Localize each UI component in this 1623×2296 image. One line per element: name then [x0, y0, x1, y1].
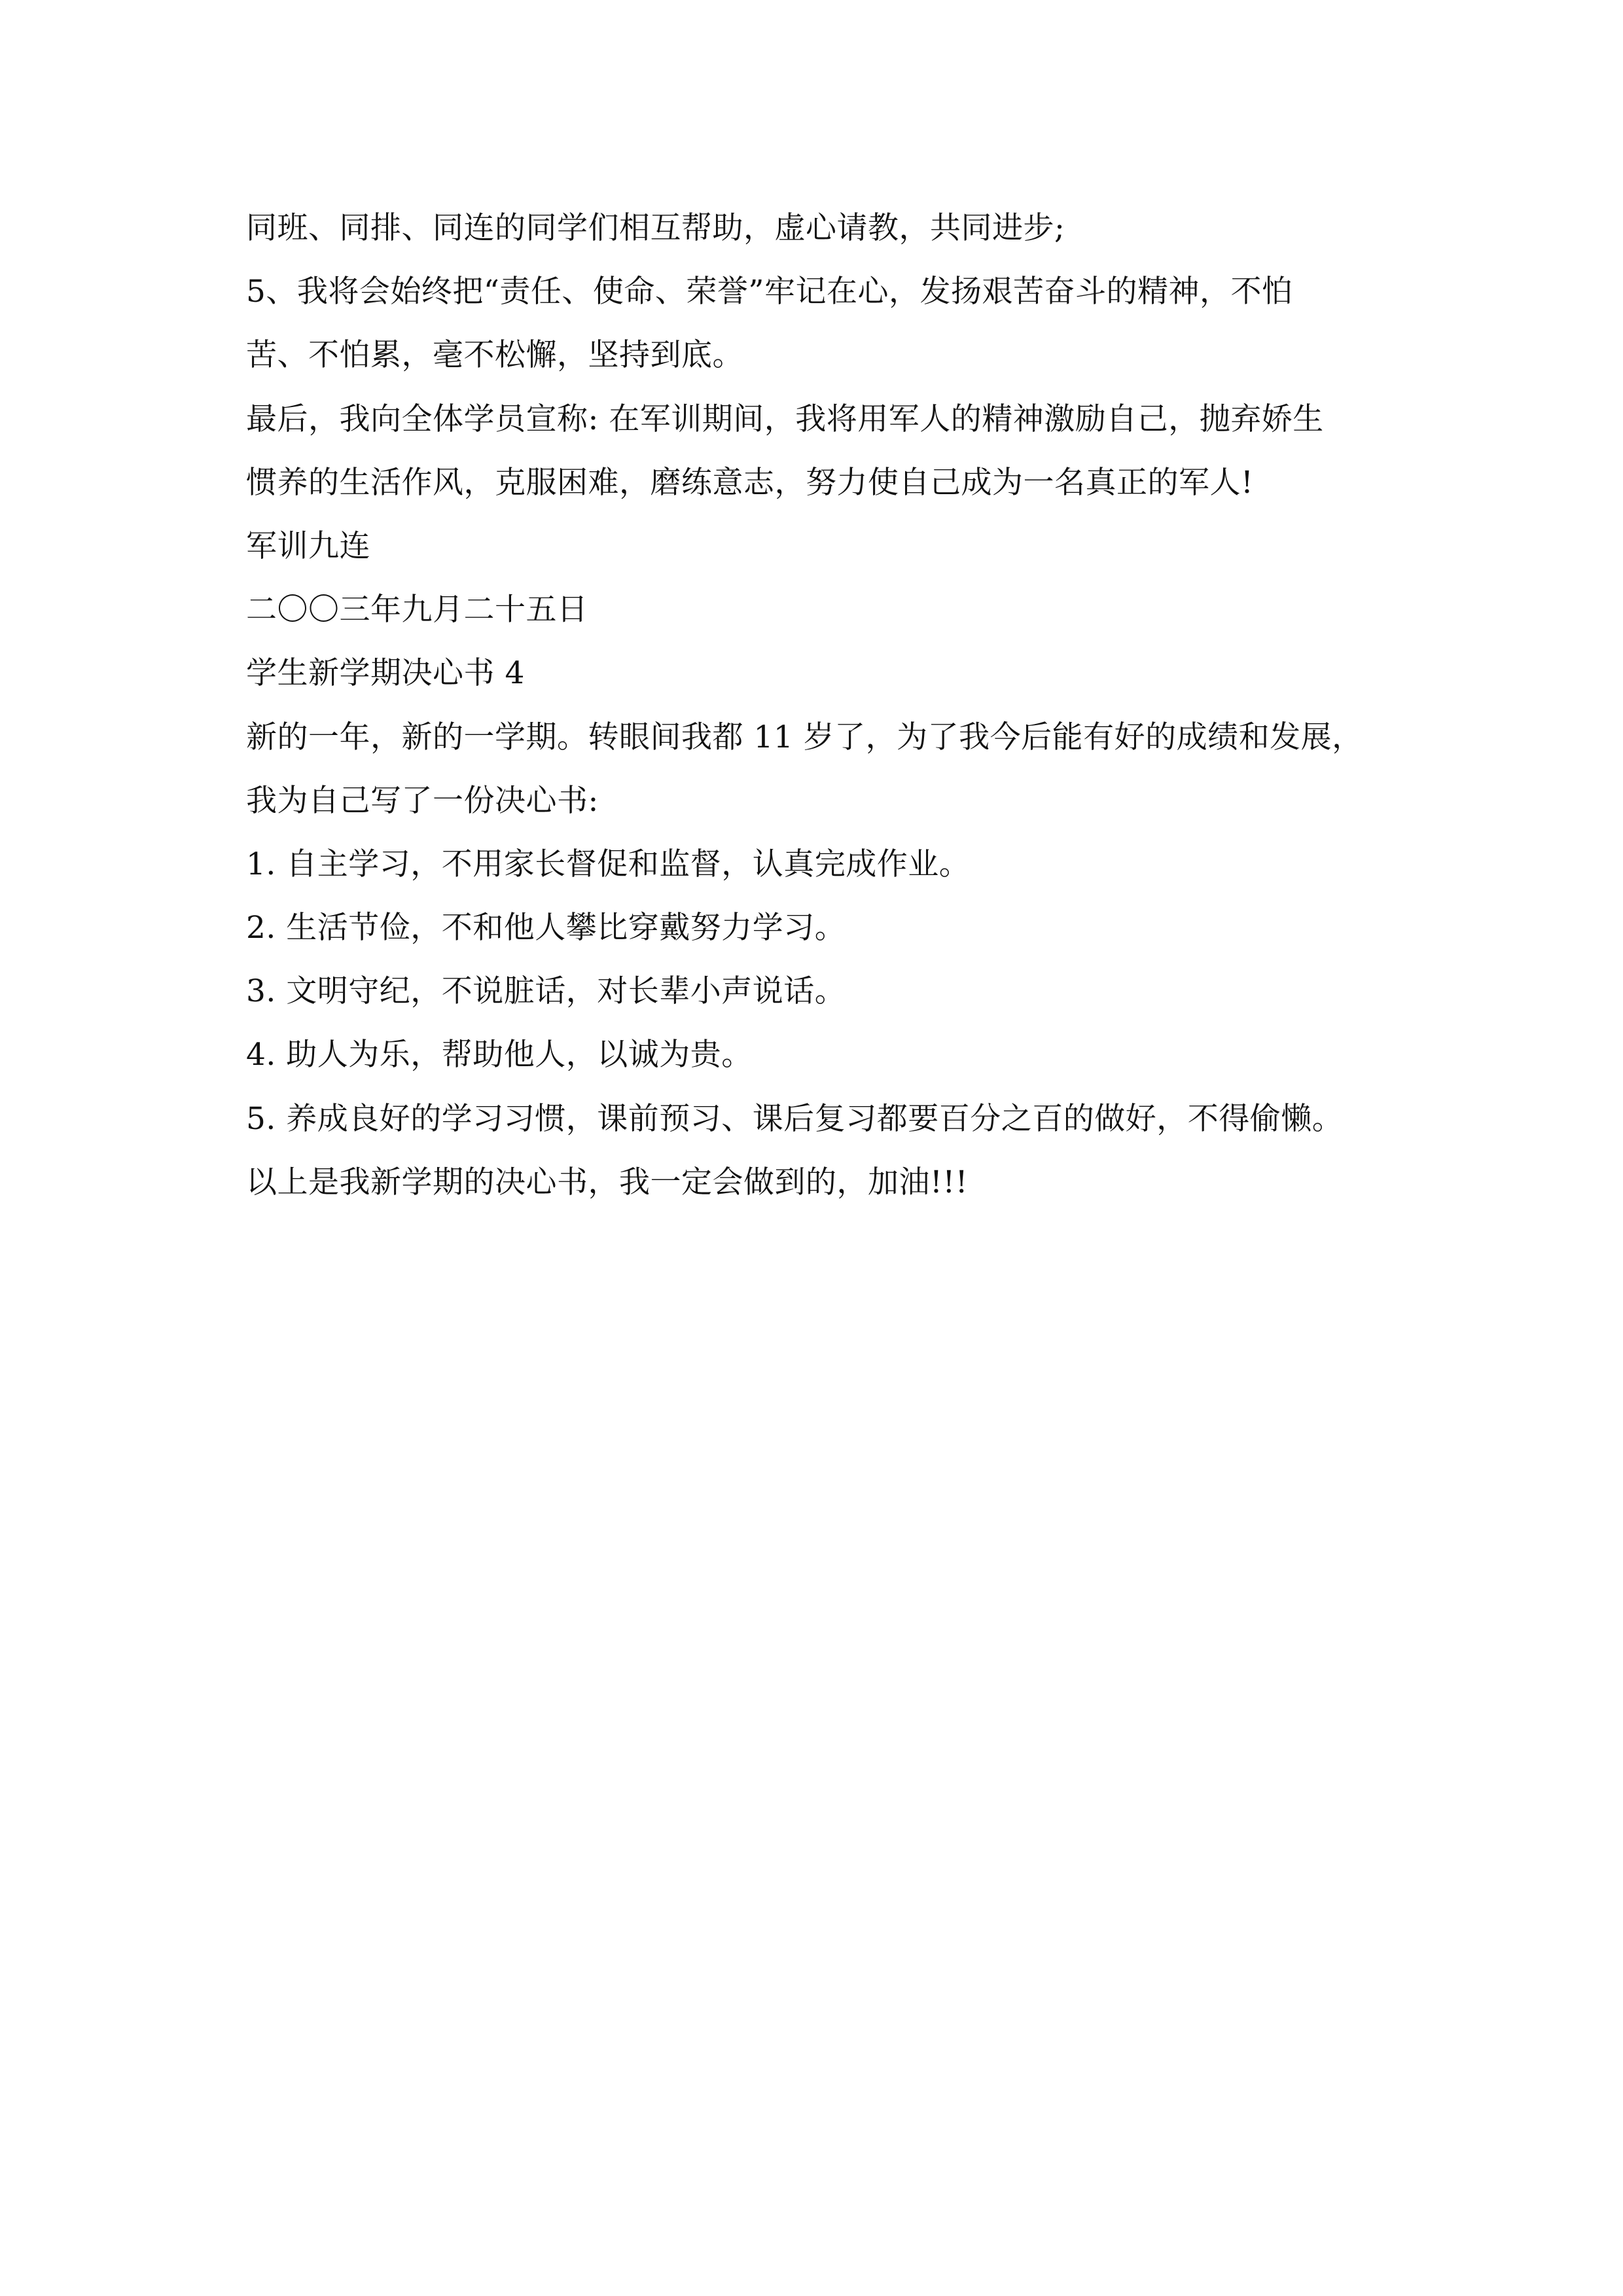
signature-unit: 军训九连 — [246, 528, 370, 564]
list-item-1: 1. 自主学习，不用家长督促和监督，认真完成作业。 — [246, 846, 971, 882]
body-line-2: 5、我将会始终把“责任、使命、荣誉”牢记在心，发扬艰苦奋斗的精神，不怕 — [246, 274, 1293, 310]
list-item-5: 5. 养成良好的学习习惯，课前预习、课后复习都要百分之百的做好，不得偷懒。 — [246, 1100, 1344, 1137]
list-item-2: 2. 生活节俭，不和他人攀比穿戴努力学习。 — [246, 910, 846, 946]
body-line-4: 最后，我向全体学员宣称: 在军训期间，我将用军人的精神激励自己，抛弃娇生 — [246, 401, 1324, 437]
body-line-10: 我为自己写了一份决心书: — [246, 782, 599, 819]
body-line-3: 苦、不怕累，毫不松懈，坚持到底。 — [246, 337, 743, 374]
body-line-5: 惯养的生活作风，克服困难，磨练意志，努力使自己成为一名真正的军人! — [246, 464, 1254, 501]
closing-line: 以上是我新学期的决心书，我一定会做到的，加油!!! — [246, 1164, 969, 1200]
body-line-1: 同班、同排、同连的同学们相互帮助，虚心请教，共同进步; — [246, 210, 1065, 246]
list-item-3: 3. 文明守纪，不说脏话，对长辈小声说话。 — [246, 973, 846, 1010]
body-line-9: 新的一年，新的一学期。转眼间我都 11 岁了，为了我今后能有好的成绩和发展， — [246, 719, 1363, 755]
section-heading: 学生新学期决心书 4 — [246, 655, 525, 692]
signature-date: 二〇〇三年九月二十五日 — [246, 592, 588, 628]
document-body — [246, 196, 1424, 1214]
list-item-4: 4. 助人为乐，帮助他人，以诚为贵。 — [246, 1037, 753, 1073]
